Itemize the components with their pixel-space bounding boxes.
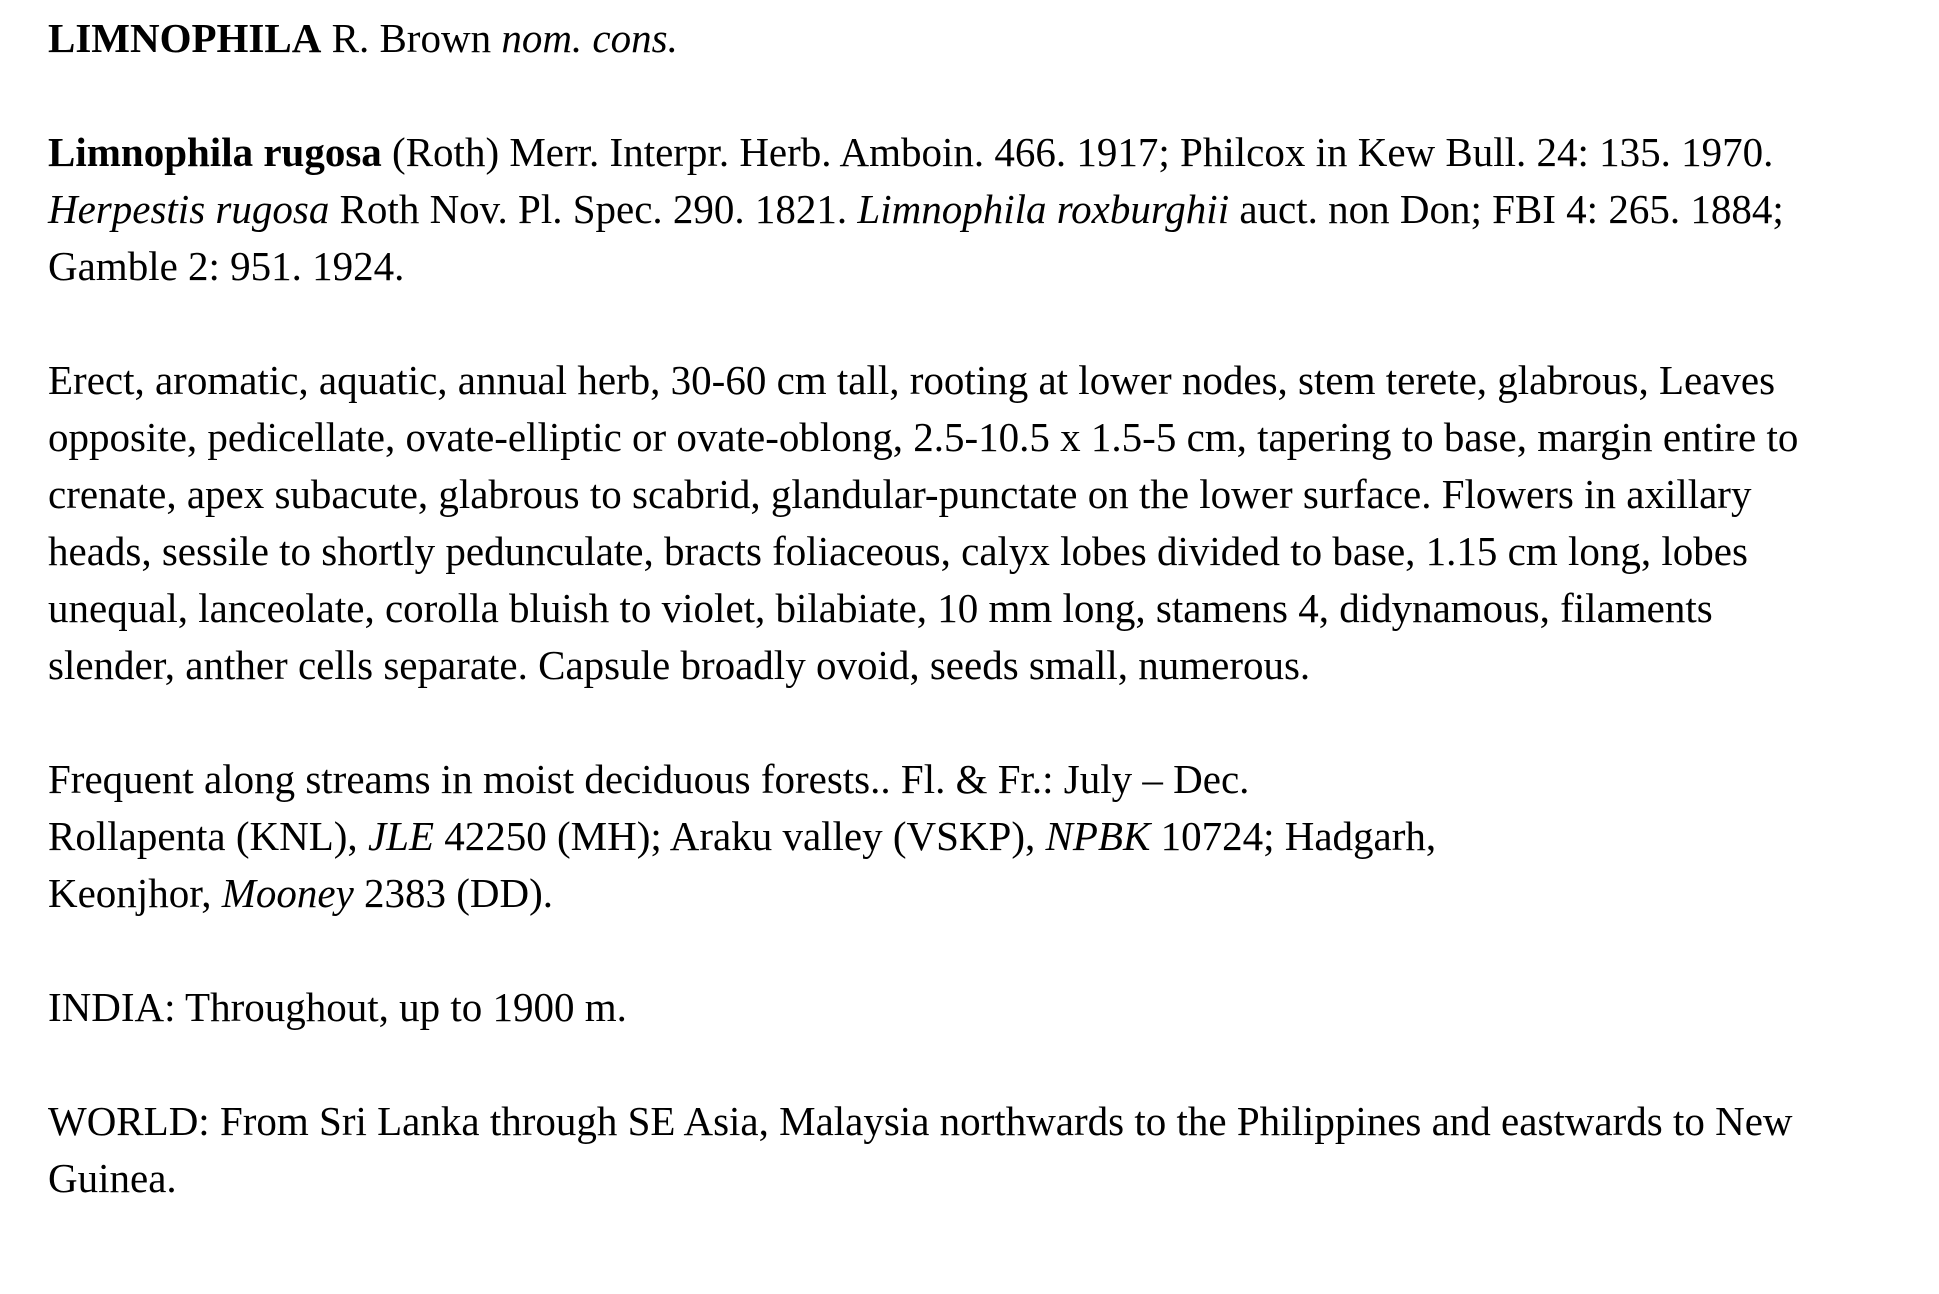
basionym-citation: Roth Nov. Pl. Spec. 290. 1821.: [339, 186, 848, 232]
specimen-text-5: 2383 (DD).: [364, 870, 554, 916]
synonymy-paragraph: [48, 124, 1820, 295]
specimens-line-2: [48, 865, 1820, 922]
basionym-name: Herpestis rugosa: [48, 186, 330, 232]
specimens-line-1: [48, 808, 1820, 865]
habitat-phenology-line: Frequent along streams in moist deciduous forests.. Fl. & Fr.: July – Dec.: [48, 756, 1250, 802]
accepted-species-name: Limnophila rugosa: [48, 129, 382, 175]
genus-name: LIMNOPHILA: [48, 15, 322, 61]
genus-author: R. Brown: [331, 15, 492, 61]
collector-mooney: Mooney: [221, 870, 354, 916]
accepted-citation: (Roth) Merr. Interpr. Herb. Amboin. 466. 1917; Philcox in Kew Bull. 24: 135. 1970.: [392, 129, 1774, 175]
specimen-text-4: Keonjhor,: [48, 870, 212, 916]
india-distribution: INDIA: Throughout, up to 1900 m.: [48, 984, 627, 1030]
ecology-paragraph: [48, 751, 1820, 922]
genus-heading: [48, 10, 1820, 67]
text-block: [48, 10, 1820, 1207]
misapplied-name: Limnophila roxburghii: [857, 186, 1230, 232]
collector-jle: JLE: [367, 813, 434, 859]
specimen-text-3: 10724; Hadgarh,: [1160, 813, 1437, 859]
specimen-text-2: 42250 (MH); Araku valley (VSKP),: [444, 813, 1036, 859]
specimen-text-1: Rollapenta (KNL),: [48, 813, 358, 859]
misapplied-citation: auct. non Don; FBI 4: 265. 1884; Gamble 2: 951. 1924.: [48, 186, 1784, 289]
collector-npbk: NPBK: [1045, 813, 1151, 859]
world-distribution: WORLD: From Sri Lanka through SE Asia, Malaysia northwards to the Philippines and eastwards to New Guinea.: [48, 1098, 1793, 1201]
nomenclature-status: nom. cons.: [501, 15, 678, 61]
morphology-description: Erect, aromatic, aquatic, annual herb, 30-60 cm tall, rooting at lower nodes, stem terete, glabrous, Leaves opposite, pedicellate, ovate-elliptic or ovate-oblong, 2.5-10.5 x 1.5-5 cm, tapering to base, margin entire to crenate, apex subacute, glabrous to scabrid, glandular-punctate on the lower surface. Flowers in axillary heads, sessile to shortly pedunculate, bracts foliaceous, calyx lobes divided to base, 1.15 cm long, lobes unequal, lanceolate, corolla bluish to violet, bilabiate, 10 mm long, stamens 4, didynamous, filaments slender, anther cells separate. Capsule broadly ovoid, seeds small, numerous.: [48, 357, 1799, 688]
